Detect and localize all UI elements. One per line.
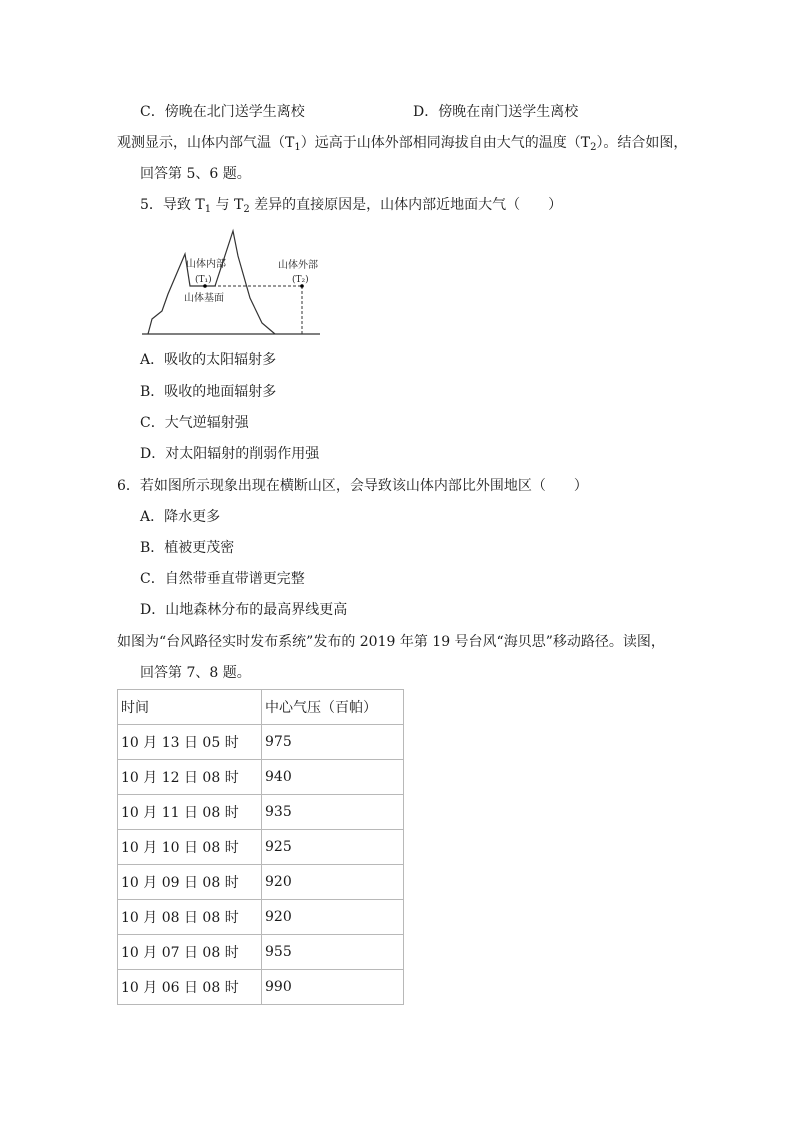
- table-cell-time: 10 月 06 日 08 时: [118, 970, 262, 1005]
- question-5-stem: 5．导致 $T_1$ 与 $T_2$ 差异的直接原因是，山体内部近地面大气（ ）: [140, 197, 563, 215]
- table-header-time: 时间: [118, 690, 262, 725]
- table-cell-time: 10 月 08 日 08 时: [118, 900, 262, 935]
- table-cell-time: 10 月 11 日 08 时: [118, 795, 262, 830]
- q5-option-b: B．吸收的地面辐射多: [140, 384, 277, 400]
- table-cell-pressure: 975: [262, 725, 404, 760]
- mountain-diagram: [140, 226, 325, 338]
- intro-5-6-line1: 观测显示，山体内部气温$(T_1)$远高于山体外部相同海拔自由大气的温度$(T_2)$。结合如图，: [117, 135, 688, 153]
- typhoon-pressure-table: [117, 689, 404, 1005]
- table-cell-pressure: 935: [262, 795, 404, 830]
- table-cell-pressure: 925: [262, 830, 404, 865]
- q6-option-a: A．降水更多: [140, 509, 221, 525]
- intro-7-8-line1: 如图为“台风路径实时发布系统”发布的 2019 年第 19 号台风“海贝思”移动路径。读图，: [117, 634, 665, 650]
- option-c-prev: C．傍晚在北门送学生离校: [140, 104, 305, 120]
- q6-option-b: B．植被更茂密: [140, 540, 235, 556]
- intro-5-6-line2: 回答第 5、6 题。: [140, 166, 251, 182]
- table-cell-time: 10 月 07 日 08 时: [118, 935, 262, 970]
- question-6-stem: 6．若如图所示现象出现在横断山区，会导致该山体内部比外围地区（ ）: [117, 478, 588, 494]
- label-inner-mountain: 山体内部: [186, 259, 226, 270]
- intro-7-8-line2: 回答第 7、8 题。: [140, 665, 251, 681]
- table-row: [118, 830, 404, 865]
- table-header-pressure: 中心气压（百帕）: [262, 690, 404, 725]
- table-cell-pressure: 920: [262, 865, 404, 900]
- label-t2: (T₂): [292, 275, 309, 285]
- table-row: [118, 865, 404, 900]
- table-row: [118, 900, 404, 935]
- table-row: [118, 970, 404, 1005]
- label-t1: (T₁): [195, 275, 212, 285]
- table-cell-time: 10 月 12 日 08 时: [118, 760, 262, 795]
- table-cell-pressure: 955: [262, 935, 404, 970]
- table-cell-pressure: 990: [262, 970, 404, 1005]
- q5-option-c: C．大气逆辐射强: [140, 415, 249, 431]
- label-mountain-base: 山体基面: [184, 293, 224, 304]
- table-cell-pressure: 920: [262, 900, 404, 935]
- q6-option-c: C．自然带垂直带谱更完整: [140, 571, 305, 587]
- table-header-row: [118, 690, 404, 725]
- table-row: [118, 725, 404, 760]
- option-d-prev: D．傍晚在南门送学生离校: [413, 104, 579, 120]
- table-row: [118, 935, 404, 970]
- q6-option-d: D．山地森林分布的最高界线更高: [140, 602, 348, 618]
- label-outer-mountain: 山体外部: [278, 260, 318, 271]
- table-cell-pressure: 940: [262, 760, 404, 795]
- table-row: [118, 795, 404, 830]
- table-cell-time: 10 月 09 日 08 时: [118, 865, 262, 900]
- q5-option-a: A．吸收的太阳辐射多: [140, 352, 277, 368]
- table-row: [118, 760, 404, 795]
- table-cell-time: 10 月 10 日 08 时: [118, 830, 262, 865]
- table-cell-time: 10 月 13 日 05 时: [118, 725, 262, 760]
- q5-option-d: D．对太阳辐射的削弱作用强: [140, 446, 320, 462]
